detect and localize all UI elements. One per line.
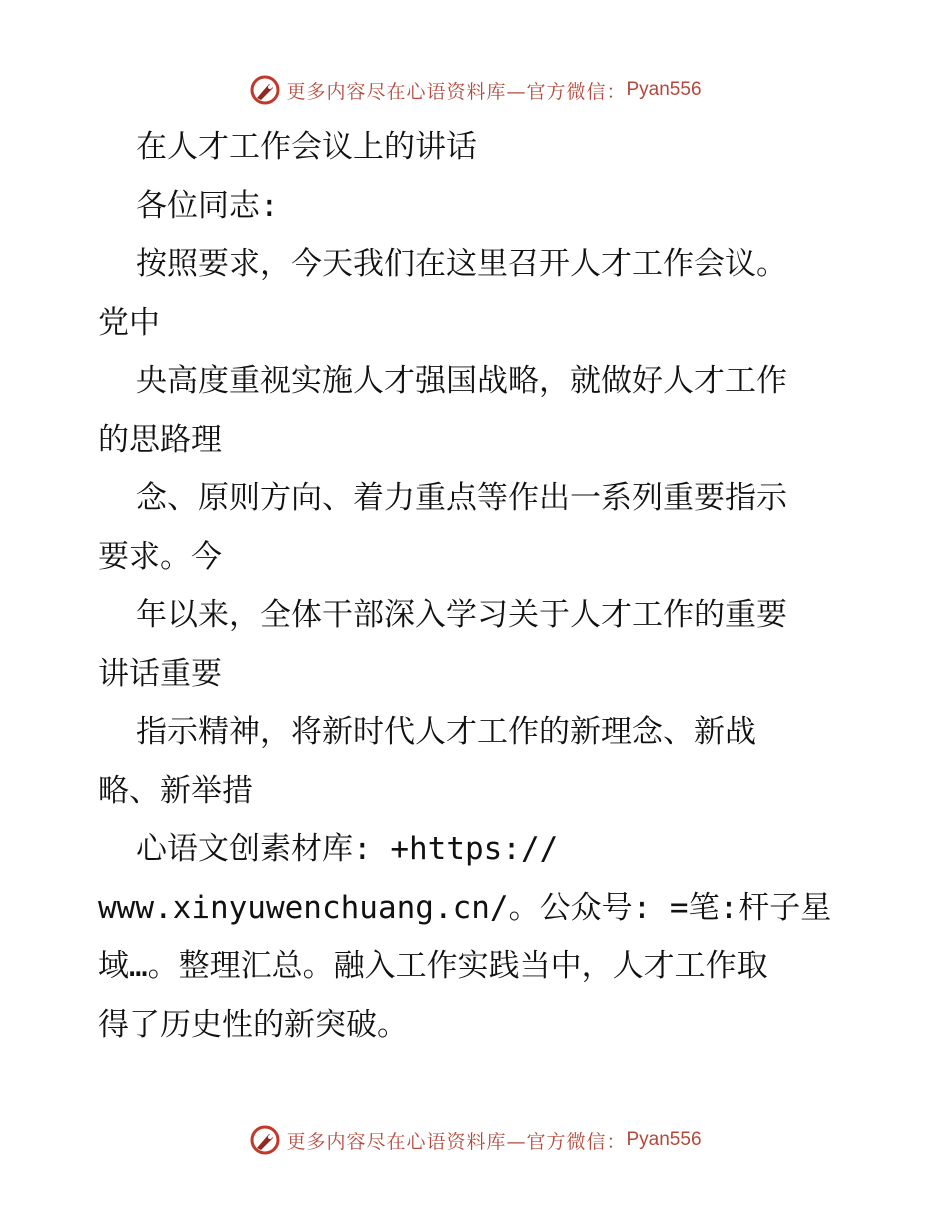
paragraph-line: 略、新举措	[98, 772, 253, 809]
paragraph-line: 要求。今	[98, 538, 222, 575]
paragraph-line: 念、原则方向、着力重点等作出一系列重要指示	[136, 480, 787, 516]
footer-banner	[0, 1120, 950, 1160]
header-banner	[0, 70, 950, 110]
banner-text: 更多内容尽在心语资料库—官方微信：	[286, 1130, 627, 1153]
document-title: 在人才工作会议上的讲话	[136, 129, 477, 165]
pen-nib-circle-icon	[248, 1123, 282, 1157]
banner-wechat-id: Pyan556	[626, 79, 702, 100]
document-body	[98, 118, 858, 1054]
banner-wechat-id: Pyan556	[626, 1129, 702, 1150]
banner-text: 更多内容尽在心语资料库—官方微信：	[286, 80, 627, 103]
paragraph-line: 讲话重要	[98, 655, 222, 692]
paragraph-line: 得了历史性的新突破。	[98, 1006, 408, 1043]
paragraph-line: 心语文创素材库: +https://	[136, 831, 559, 867]
paragraph-line: www.xinyuwenchuang.cn/。公众号: =笔:杆子星	[98, 889, 832, 926]
pen-nib-circle-icon	[248, 73, 282, 107]
salutation: 各位同志:	[136, 187, 279, 224]
paragraph-line: 的思路理	[98, 421, 222, 458]
paragraph-line: 按照要求，今天我们在这里召开人才工作会议。	[136, 246, 787, 282]
paragraph-line: 党中	[98, 304, 160, 341]
paragraph-line: 指示精神，将新时代人才工作的新理念、新战	[136, 714, 756, 750]
paragraph-line: 央高度重视实施人才强国战略，就做好人才工作	[136, 363, 787, 399]
paragraph-line: 域…。整理汇总。融入工作实践当中，人才工作取	[98, 948, 768, 984]
paragraph-line: 年以来，全体干部深入学习关于人才工作的重要	[136, 597, 787, 633]
